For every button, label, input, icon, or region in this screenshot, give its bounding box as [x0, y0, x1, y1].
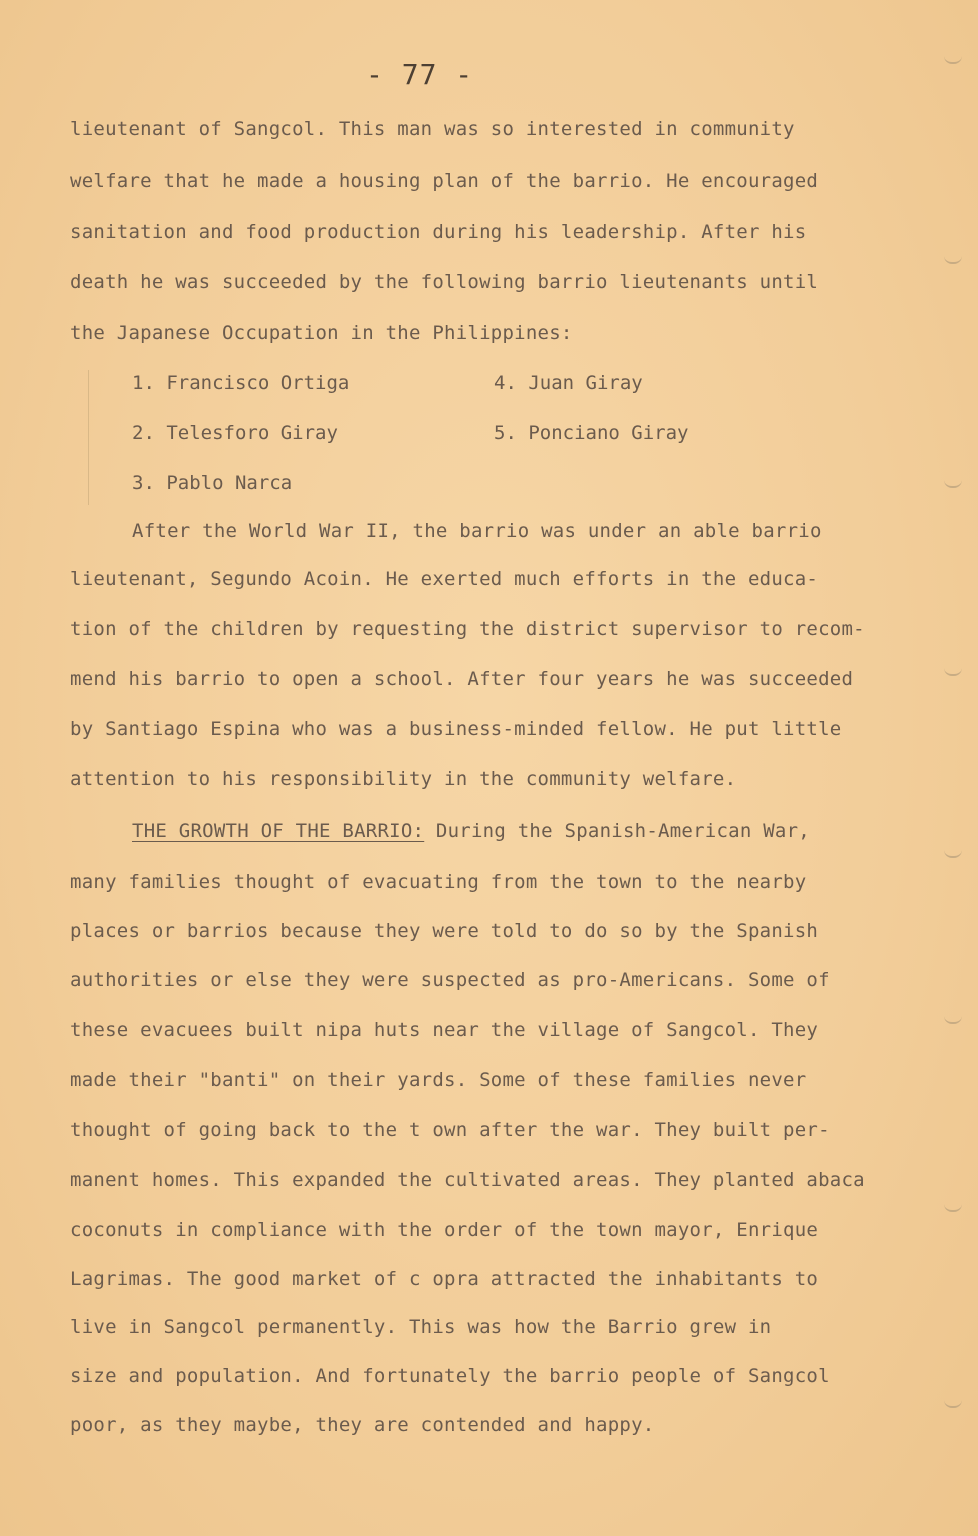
text-line: Lagrimas. The good market of c opra attracted the inhabitants to: [70, 1268, 819, 1290]
text-line: lieutenant of Sangcol. This man was so interested in community: [70, 118, 795, 140]
text-line: made their "banti" on their yards. Some of these families never: [70, 1069, 807, 1091]
text-line: authorities or else they were suspected as pro-Americans. Some of: [70, 969, 830, 991]
text-line: After the World War II, the barrio was under an able barrio: [132, 520, 822, 542]
margin-mark: [944, 846, 962, 858]
text-line: death he was succeeded by the following barrio lieutenants until: [70, 271, 819, 293]
margin-mark: [944, 1012, 962, 1024]
text-line: these evacuees built nipa huts near the village of Sangcol. They: [70, 1019, 819, 1041]
text-line: tion of the children by requesting the district supervisor to recom-: [70, 618, 865, 640]
text-line: sanitation and food production during his leadership. After his: [70, 221, 807, 243]
page-number: - 77 -: [366, 58, 474, 91]
text-line: mend his barrio to open a school. After four years he was succeeded: [70, 668, 854, 690]
text-line: poor, as they maybe, they are contended and happy.: [70, 1414, 655, 1436]
list-item: 1. Francisco Ortiga: [132, 372, 350, 394]
text-line: During the Spanish-American War,: [424, 820, 810, 842]
text-line: thought of going back to the t own after the war. They built per-: [70, 1119, 830, 1141]
list-item: 2. Telesforo Giray: [132, 422, 338, 444]
margin-mark: [944, 476, 962, 488]
text-line: places or barrios because they were told to do so by the Spanish: [70, 920, 819, 942]
text-line: live in Sangcol permanently. This was how the Barrio grew in: [70, 1316, 772, 1338]
text-line: coconuts in compliance with the order of the town mayor, Enrique: [70, 1219, 819, 1241]
margin-mark: [944, 52, 962, 64]
text-line: the Japanese Occupation in the Philippines:: [70, 322, 573, 344]
text-line: by Santiago Espina who was a business-minded fellow. He put little: [70, 718, 842, 740]
text-line: size and population. And fortunately the barrio people of Sangcol: [70, 1365, 830, 1387]
margin-mark: [944, 1200, 962, 1212]
text-line: many families thought of evacuating from the town to the nearby: [70, 871, 807, 893]
margin-mark: [944, 1396, 962, 1408]
list-item: 4. Juan Giray: [494, 372, 643, 394]
text-line: welfare that he made a housing plan of the barrio. He encouraged: [70, 170, 819, 192]
text-line: lieutenant, Segundo Acoin. He exerted much efforts in the educa-: [70, 568, 819, 590]
text-line: manent homes. This expanded the cultivated areas. They planted abaca: [70, 1169, 865, 1191]
margin-mark: [944, 664, 962, 676]
text-line: attention to his responsibility in the community welfare.: [70, 768, 737, 790]
list-item: 5. Ponciano Giray: [494, 422, 689, 444]
list-item: 3. Pablo Narca: [132, 472, 293, 494]
margin-rule: [88, 370, 89, 505]
section-heading: THE GROWTH OF THE BARRIO:: [132, 820, 425, 842]
section-heading-line: [132, 820, 810, 842]
margin-mark: [944, 252, 962, 264]
